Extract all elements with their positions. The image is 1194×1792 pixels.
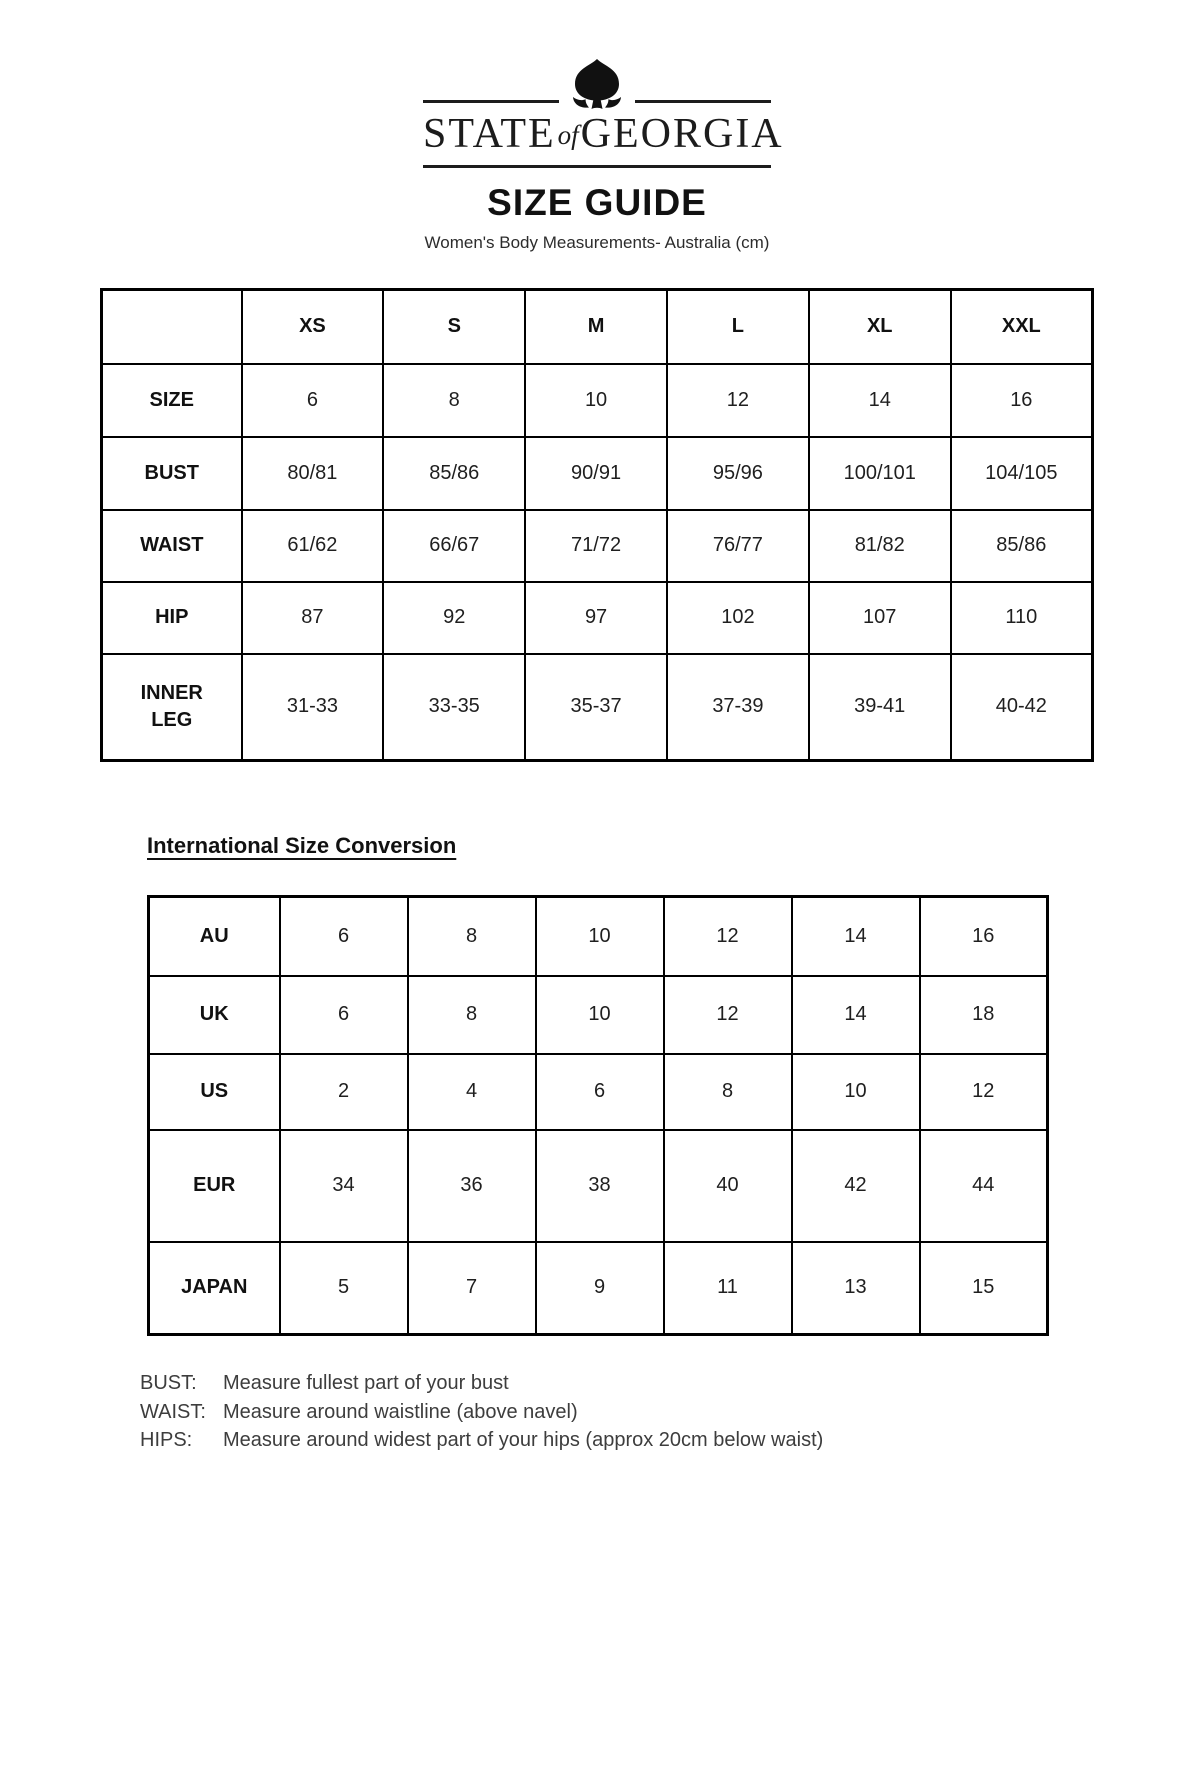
header	[0, 58, 1194, 253]
page-subtitle: Women's Body Measurements- Australia (cm)	[424, 233, 770, 252]
cell-innerleg-xxl: 40-42	[951, 654, 1093, 761]
row-label-size: SIZE	[102, 364, 242, 437]
cell-us-1: 4	[408, 1054, 536, 1130]
header-cell-m: M	[525, 290, 667, 364]
cell-us-5: 12	[920, 1054, 1048, 1130]
cell-eur-3: 40	[664, 1130, 792, 1242]
note-bust-label: BUST:	[140, 1372, 197, 1394]
row-label-us: US	[149, 1054, 280, 1130]
cell-bust-xl: 100/101	[809, 437, 951, 510]
cell-us-0: 2	[280, 1054, 408, 1130]
cell-eur-0: 34	[280, 1130, 408, 1242]
cell-size-m: 10	[525, 364, 667, 437]
cell-japan-3: 11	[664, 1242, 792, 1335]
note-hips-text: Measure around widest part of your hips (approx 20cm below waist)	[223, 1429, 824, 1451]
cell-us-3: 8	[664, 1054, 792, 1130]
cell-hip-l: 102	[667, 582, 809, 654]
header-cell-xxl: XXL	[951, 290, 1093, 364]
cell-innerleg-l: 37-39	[667, 654, 809, 761]
cell-uk-1: 8	[408, 976, 536, 1054]
cell-innerleg-xs: 31-33	[242, 654, 384, 761]
cell-hip-m: 97	[525, 582, 667, 654]
cell-innerleg-xl: 39-41	[809, 654, 951, 761]
table-row-us	[149, 1054, 1048, 1130]
cell-japan-4: 13	[792, 1242, 920, 1335]
measurement-table	[100, 288, 1094, 762]
note-waist-text: Measure around waistline (above navel)	[223, 1400, 578, 1423]
cell-us-2: 6	[536, 1054, 664, 1130]
row-label-hip: HIP	[102, 582, 242, 654]
cell-au-3: 12	[664, 897, 792, 976]
table-row-japan	[149, 1242, 1048, 1335]
table-row-hip	[102, 582, 1093, 654]
cell-uk-4: 14	[792, 976, 920, 1054]
cell-waist-xxl: 85/86	[951, 510, 1093, 582]
cell-hip-xl: 107	[809, 582, 951, 654]
cell-hip-xs: 87	[242, 582, 384, 654]
row-label-bust: BUST	[102, 437, 242, 510]
header-cell-l: L	[667, 290, 809, 364]
cell-japan-5: 15	[920, 1242, 1048, 1335]
row-label-eur: EUR	[149, 1130, 280, 1242]
header-cell-xs: XS	[242, 290, 384, 364]
brand-name	[423, 111, 784, 161]
cell-waist-s: 66/67	[383, 510, 525, 582]
brand-word-of: of	[557, 120, 579, 150]
cell-eur-1: 36	[408, 1130, 536, 1242]
cell-waist-m: 71/72	[525, 510, 667, 582]
logo-rule-left	[423, 100, 559, 103]
cell-uk-5: 18	[920, 976, 1048, 1054]
note-waist	[140, 1398, 823, 1427]
row-label-uk: UK	[149, 976, 280, 1054]
cell-innerleg-s: 33-35	[383, 654, 525, 761]
cell-waist-l: 76/77	[667, 510, 809, 582]
cell-size-xxl: 16	[951, 364, 1093, 437]
cell-hip-xxl: 110	[951, 582, 1093, 654]
cell-uk-3: 12	[664, 976, 792, 1054]
logo-top-rule	[423, 58, 771, 110]
measurement-header-row	[102, 290, 1093, 364]
cell-waist-xl: 81/82	[809, 510, 951, 582]
cell-uk-0: 6	[280, 976, 408, 1054]
note-hips	[140, 1426, 823, 1455]
table-row-size	[102, 364, 1093, 437]
note-bust-text: Measure fullest part of your bust	[223, 1372, 509, 1394]
page-title: SIZE GUIDE	[487, 182, 707, 223]
cell-bust-s: 85/86	[383, 437, 525, 510]
cell-size-xl: 14	[809, 364, 951, 437]
table-row-uk	[149, 976, 1048, 1054]
cell-japan-0: 5	[280, 1242, 408, 1335]
cell-bust-xs: 80/81	[242, 437, 384, 510]
note-hips-label: HIPS:	[140, 1429, 193, 1451]
cell-japan-1: 7	[408, 1242, 536, 1335]
table-row-inner-leg	[102, 654, 1093, 761]
cell-hip-s: 92	[383, 582, 525, 654]
header-cell-s: S	[383, 290, 525, 364]
cell-au-4: 14	[792, 897, 920, 976]
row-label-inner-leg: INNER LEG	[102, 654, 242, 761]
note-bust	[140, 1369, 823, 1398]
cell-size-s: 8	[383, 364, 525, 437]
brand-logo	[423, 58, 784, 168]
cell-waist-xs: 61/62	[242, 510, 384, 582]
row-label-waist: WAIST	[102, 510, 242, 582]
cell-innerleg-m: 35-37	[525, 654, 667, 761]
cell-au-5: 16	[920, 897, 1048, 976]
cell-eur-4: 42	[792, 1130, 920, 1242]
cell-eur-2: 38	[536, 1130, 664, 1242]
cell-bust-m: 90/91	[525, 437, 667, 510]
cell-us-4: 10	[792, 1054, 920, 1130]
cell-au-0: 6	[280, 897, 408, 976]
measuring-notes	[140, 1369, 823, 1455]
table-row-eur	[149, 1130, 1048, 1242]
conversion-table	[147, 895, 1049, 1336]
table-row-waist	[102, 510, 1093, 582]
cell-au-1: 8	[408, 897, 536, 976]
cell-size-xs: 6	[242, 364, 384, 437]
brand-word-state: STATE	[423, 111, 556, 157]
table-row-au	[149, 897, 1048, 976]
conversion-section-title: International Size Conversion	[147, 833, 457, 858]
brand-word-georgia: GEORGIA	[580, 111, 784, 157]
cell-size-l: 12	[667, 364, 809, 437]
cell-bust-l: 95/96	[667, 437, 809, 510]
header-cell-blank	[102, 290, 242, 364]
header-cell-xl: XL	[809, 290, 951, 364]
cell-au-2: 10	[536, 897, 664, 976]
logo-rule-right	[635, 100, 771, 103]
cell-eur-5: 44	[920, 1130, 1048, 1242]
cell-uk-2: 10	[536, 976, 664, 1054]
tree-icon	[560, 58, 634, 110]
logo-bottom-rule	[423, 165, 771, 168]
note-waist-label: WAIST:	[140, 1400, 206, 1423]
row-label-japan: JAPAN	[149, 1242, 280, 1335]
cell-japan-2: 9	[536, 1242, 664, 1335]
table-row-bust	[102, 437, 1093, 510]
row-label-au: AU	[149, 897, 280, 976]
cell-bust-xxl: 104/105	[951, 437, 1093, 510]
